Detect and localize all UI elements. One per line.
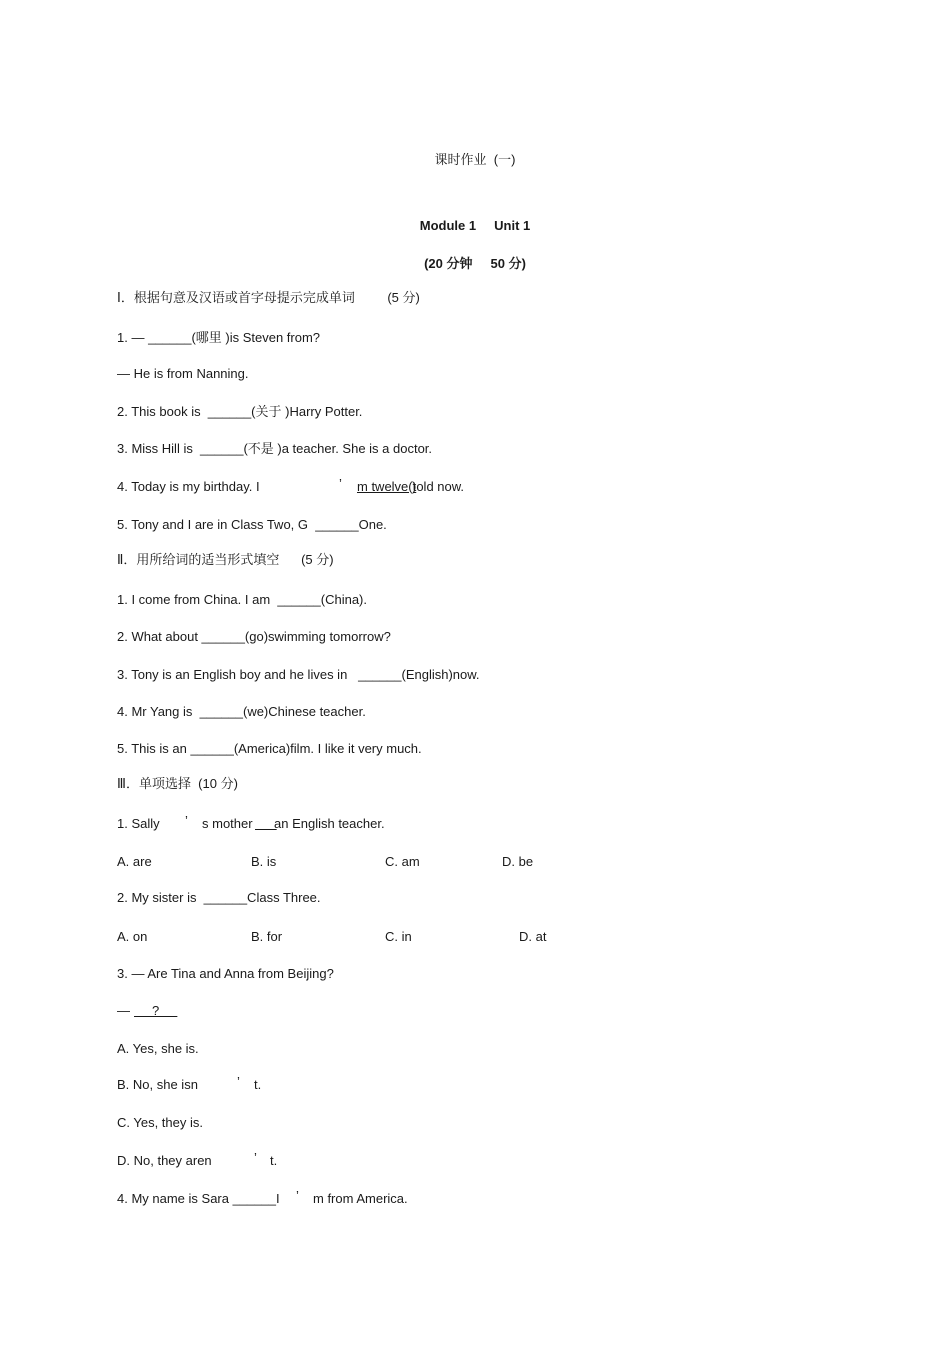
section3-q1-option-c: C. am	[385, 854, 420, 869]
section3-q3-option-c: C. Yes, they is.	[117, 1115, 203, 1130]
module-unit-heading: Module 1 Unit 1	[419, 218, 531, 233]
section3-q3-option-a: A. Yes, she is.	[117, 1041, 199, 1056]
section3-q3-option-b-start: B. No, she isn	[117, 1077, 198, 1092]
section1-q4-apostrophe: ’	[339, 476, 342, 491]
section3-q2-option-b: B. for	[251, 929, 283, 944]
section2-q5: 5. This is an ______(America)film. I like it very much.	[117, 741, 422, 756]
section1-q4-end: )old now.	[412, 479, 465, 494]
section3-q1-apostrophe: ’	[185, 813, 188, 828]
section3-q3-dash: —	[117, 1003, 130, 1018]
section1-q5: 5. Tony and I are in Class Two, G ______One.	[117, 517, 387, 532]
section3-q3-option-d-end: t.	[270, 1153, 278, 1168]
section3-q1-option-b: B. is	[251, 854, 277, 869]
section2-q1: 1. I come from China. I am ______(China).	[117, 592, 368, 607]
section1-q2: 2. This book is ______(关于 )Harry Potter.	[117, 404, 363, 419]
section3-q4-start: 4. My name is Sara ______I	[117, 1191, 280, 1206]
section3-q2-option-c: C. in	[385, 929, 412, 944]
section1-q1-line1: 1. — ______(哪里 )is Steven from?	[117, 330, 321, 345]
section3-q3-option-b-end: t.	[254, 1077, 262, 1092]
section3-q3: 3. — Are Tina and Anna from Beijing?	[117, 966, 334, 981]
worksheet-title: 课时作业 (一)	[434, 152, 516, 167]
section3-q3-option-d-start: D. No, they aren	[117, 1153, 212, 1168]
section2-q4: 4. Mr Yang is ______(we)Chinese teacher.	[117, 704, 366, 719]
section2-q2: 2. What about ______(go)swimming tomorrow?	[117, 629, 391, 644]
section3-heading: Ⅲ．单项选择 (10 分)	[117, 776, 238, 791]
section1-q4-start: 4. Today is my birthday. I	[117, 479, 260, 494]
section3-q1-word: s mother	[202, 816, 253, 831]
section1-heading: Ⅰ．根据句意及汉语或首字母提示完成单词 (5 分)	[117, 290, 420, 305]
section3-q2-option-a: A. on	[117, 929, 148, 944]
section1-q4-blank: m twelve(t	[357, 479, 417, 494]
time-score-line: (20 分钟 50 分)	[424, 256, 526, 271]
section3-q2: 2. My sister is ______Class Three.	[117, 890, 321, 905]
section3-q1-start: 1. Sally	[117, 816, 160, 831]
section1-q3: 3. Miss Hill is ______(不是 )a teacher. She is a doctor.	[117, 441, 433, 456]
section2-heading: Ⅱ．用所给词的适当形式填空 (5 分)	[117, 552, 334, 567]
section3-q1-option-a: A. are	[117, 854, 152, 869]
section3-q1-option-d: D. be	[502, 854, 534, 869]
section2-q3: 3. Tony is an English boy and he lives in ______(English)now.	[117, 667, 480, 682]
section3-q2-option-d: D. at	[519, 929, 547, 944]
section3-q4-apostrophe: ’	[296, 1188, 299, 1203]
section3-q3-option-d-apostrophe: ’	[254, 1150, 257, 1165]
section3-q4-end: m from America.	[313, 1191, 408, 1206]
section1-q1-line2: — He is from Nanning.	[117, 366, 249, 381]
section3-q3-blank: ?	[134, 1003, 178, 1018]
section3-q1-end: an English teacher.	[274, 816, 385, 831]
section3-q3-option-b-apostrophe: ’	[237, 1074, 240, 1089]
